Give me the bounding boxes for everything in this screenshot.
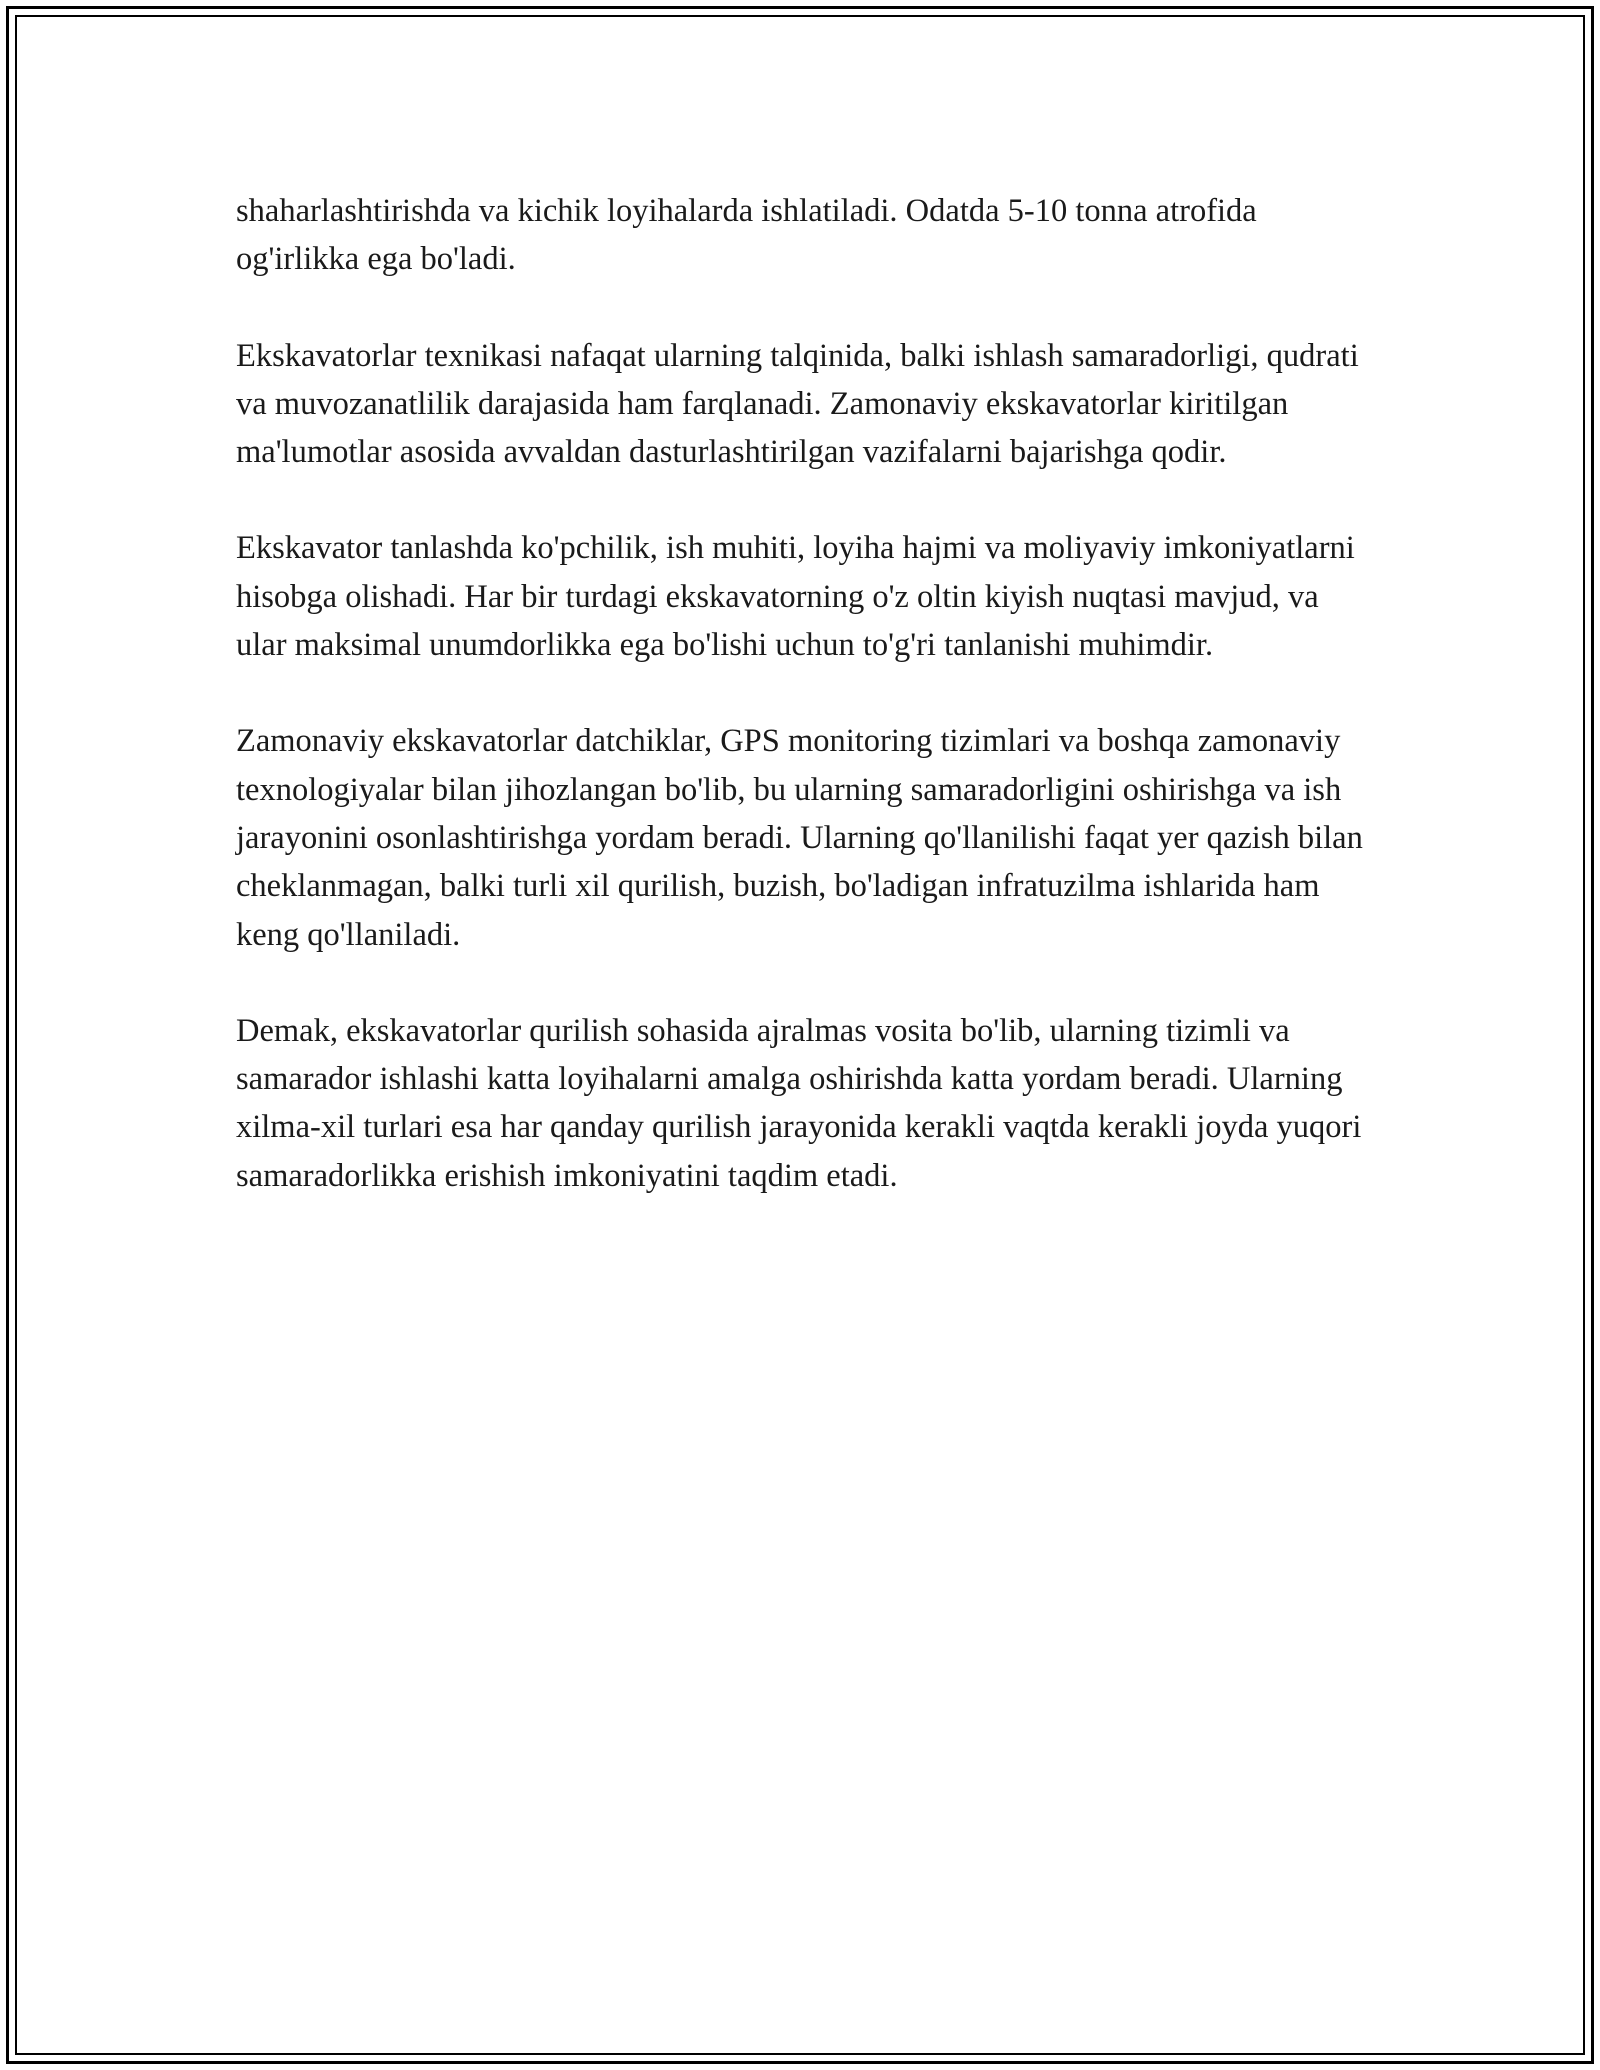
- paragraph-1: shaharlashtirishda va kichik loyihalarda ishlatiladi. Odatda 5-10 tonna atrofida og'irlikka ega bo'ladi.: [236, 193, 1257, 278]
- paragraph-4: Zamonaviy ekskavatorlar datchiklar, GPS monitoring tizimlari va boshqa zamonaviy texnologiyalar bilan jihozlangan bo'lib, bu ularning samaradorligini oshirishga va ish jarayonini osonlashtirishga yordam beradi. Ularning qo'llanilishi faqat yer qazish bilan cheklanmagan, balki turli xil qurilish, buzish, bo'ladigan infratuzilma ishlarida ham keng qo'llaniladi.: [236, 723, 1363, 953]
- paragraph-5: Demak, ekskavatorlar qurilish sohasida ajralmas vosita bo'lib, ularning tizimli va samarador ishlashi katta loyihalarni amalga oshirishda katta yordam beradi. Ularning xilma-xil turlari esa har qanday qurilish jarayonida kerakli vaqtda kerakli joyda yuqori samaradorlikka erishish imkoniyatini taqdim etadi.: [236, 1012, 1362, 1194]
- paragraph-3: Ekskavator tanlashda ko'pchilik, ish muhiti, loyiha hajmi va moliyaviy imkoniyatlarni hisobga olishadi. Har bir turdagi ekskavatorning o'z oltin kiyish nuqtasi mavjud, va ular maksimal unumdorlikka ega bo'lishi uchun to'g'ri tanlanishi muhimdir.: [236, 530, 1355, 664]
- document-body: [236, 187, 1366, 1200]
- paragraph-2: Ekskavatorlar texnikasi nafaqat ularning talqinida, balki ishlash samaradorligi, qudrati va muvozanatlilik darajasida ham farqlanadi. Zamonaviy ekskavatorlar kiritilgan ma'lumotlar asosida avvaldan dasturlashtirilgan vazifalarni bajarishga qodir.: [236, 337, 1359, 471]
